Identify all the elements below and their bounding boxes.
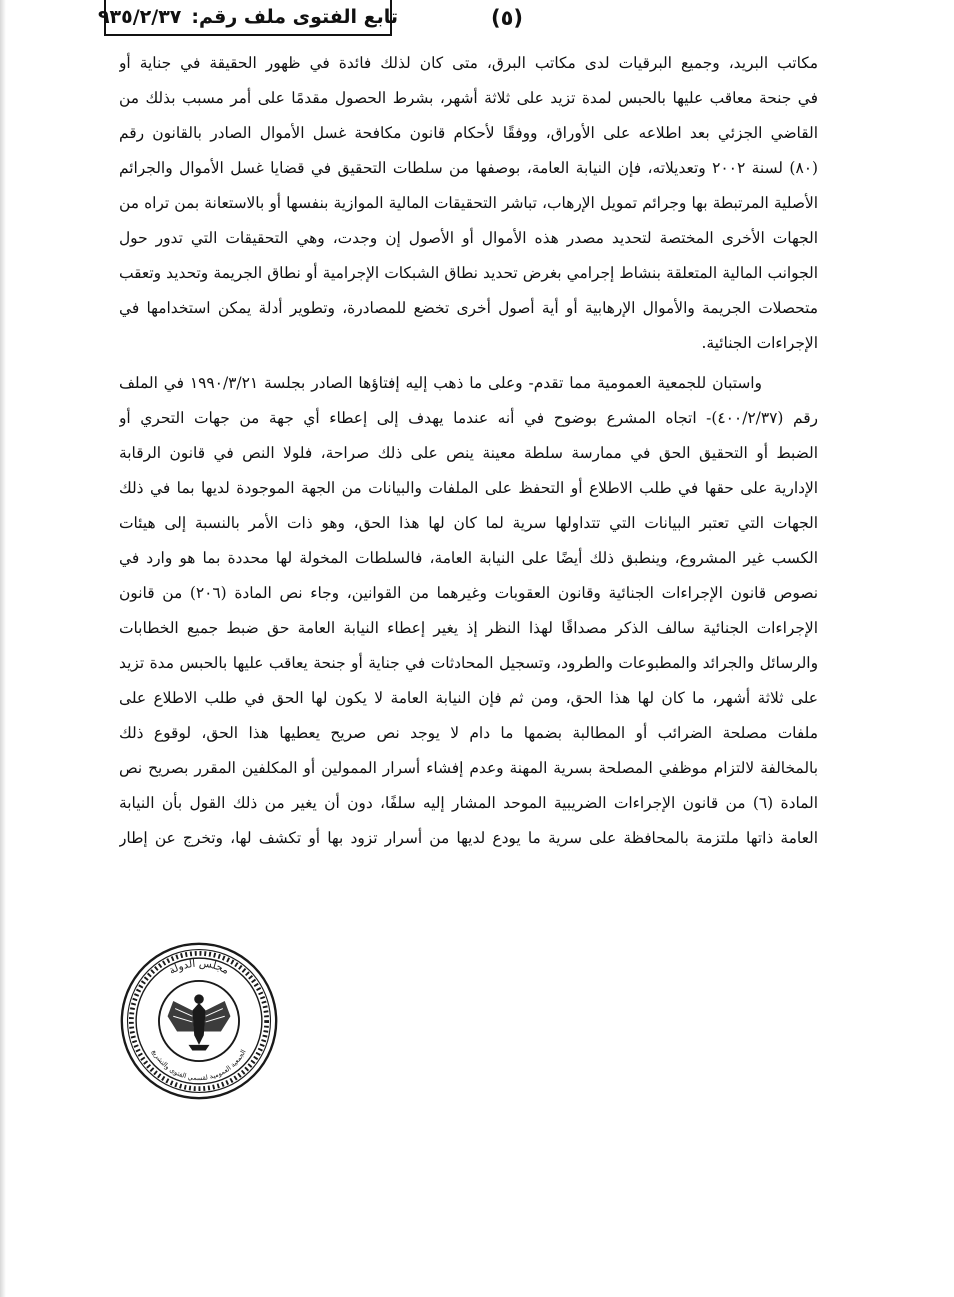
text-line: بالمخالفة لالتزام موظفي المصلحة بسرية المهنة وعدم إفشاء أسرار الممولين أو المكلفين المقرر بصريح نص bbox=[119, 759, 818, 777]
seal-text-bottom: الجمعية العمومية لقسمي الفتوى والتشريع bbox=[150, 1048, 248, 1083]
text-line: على ثلاثة أشهر، ما كان لها هذا الحق، ومن ثم فإن النيابة العامة لا يكون لها الحق في طلب الاطلاع على bbox=[119, 689, 818, 707]
text-line: الإجراءات الجنائية. bbox=[701, 334, 818, 352]
paragraph-2 bbox=[119, 366, 818, 856]
text-line: العامة ذاتها ملتزمة بالمحافظة على سرية ما يودع لديها من أسرار تزود بها أو تكشف لها، وتخرج عن إطار bbox=[119, 829, 818, 847]
text-line: المادة (٦) من قانون الإجراءات الضريبية الموحد المشار إليه سلفًا، دون أن يغير من ذلك القول بأن النيابة bbox=[119, 794, 818, 812]
seal-text-top: مجلس الدولة bbox=[167, 957, 231, 977]
page-number: (٥) bbox=[490, 6, 524, 30]
eagle-emblem-icon bbox=[168, 994, 231, 1050]
document-body bbox=[119, 46, 818, 856]
text-line: الضبط أو التحقيق الحق في ممارسة سلطة معينة ينص على ذلك صراحة، فلولا النص في قانون الرقابة bbox=[119, 444, 818, 462]
text-line: متحصلات الجريمة والأموال الإرهابية أو أية أصول أخرى تخضع للمصادرة، وتطوير أدلة يمكن استخدامها في bbox=[119, 299, 818, 317]
paragraph-1 bbox=[119, 46, 818, 361]
file-number-box bbox=[97, 0, 399, 36]
text-line: الإجراءات الجنائية سالف الذكر مصداقًا لهذا النظر إذ يغير إعطاء النيابة العامة حق ضبط جميع الخطابات bbox=[119, 619, 818, 637]
file-number: ٩٣٥/٢/٣٧ bbox=[97, 6, 182, 28]
state-council-seal bbox=[118, 940, 280, 1102]
svg-text:مجلس الدولة bbox=[167, 957, 231, 977]
text-line: والرسائل والجرائد والمطبوعات والطرود، وتسجيل المحادثات في جناية أو جنحة يعاقب عليها بالحبس مدة تزيد bbox=[119, 654, 818, 672]
text-line: واستبان للجمعية العمومية مما تقدم- وعلى ما ذهب إليه إفتاؤها الصادر بجلسة ١٩٩٠/٣/٢١ في الملف bbox=[119, 374, 762, 392]
text-line: الجوانب المالية المتعلقة بنشاط إجرامي بغرض تحديد نطاق الشبكات الإجرامية أو نطاق الجريمة وتحديد وتعقب bbox=[119, 264, 818, 282]
text-line: مكاتب البريد، وجميع البرقيات لدى مكاتب البرق، متى كان لذلك فائدة في ظهور الحقيقة في جناية أو bbox=[119, 54, 818, 72]
text-line: الإدارية على حقها في طلب الاطلاع أو التحفظ على الملفات والبيانات من الجهة الموجودة لديها بما في ذلك bbox=[119, 479, 818, 497]
text-line: نصوص قانون الإجراءات الجنائية وقانون العقوبات وغيرهما من القوانين، وجاء نص المادة (٢٠٦) من قانون bbox=[119, 584, 818, 602]
text-line: رقم (٤٠٠/٢/٣٧)- اتجاه المشرع بوضوح في أنه عندما يهدف إلى إعطاء أي جهة من جهات التحري أو bbox=[119, 409, 818, 427]
text-line: الجهات الأخرى المختصة لتحديد مصدر هذه الأموال أو الأصول إن وجدت، وهي التحقيقات التي تدور حول bbox=[119, 229, 818, 247]
text-line: الجهات التي تعتبر البيانات التي تتداولها سرية لما كان لها هذا الحق، وهو ذات الأمر بالنسبة إلى هيئات bbox=[119, 514, 818, 532]
text-line: القاضي الجزئي بعد اطلاعه على الأوراق، ووفقًا لأحكام قانون مكافحة غسل الأموال الصادر بالقانون رقم bbox=[119, 124, 818, 142]
scan-edge bbox=[0, 0, 6, 1297]
text-line: ملفات مصلحة الضرائب أو المطالبة بضمها ما دام لا يوجد نص صريح يعطيها هذا الحق، لوقوع ذلك bbox=[119, 724, 818, 742]
text-line: (٨٠) لسنة ٢٠٠٢ وتعديلاته، فإن النيابة العامة، بوصفها من سلطات التحقيق في قضايا غسل الأموال والجرائم bbox=[119, 159, 818, 177]
text-line: الأصلية المرتبطة بها وجرائم تمويل الإرهاب، تباشر التحقيقات المالية الموازية بنفسها أو بالاستعانة بمن تراه من bbox=[119, 194, 818, 212]
file-label: تابع الفتوى ملف رقم: bbox=[191, 6, 399, 28]
text-line: الكسب غير المشروع، وينطبق ذلك أيضًا على النيابة العامة، فالسلطات المخولة لها محددة بما هو وارد في bbox=[119, 549, 818, 567]
text-line: في جنحة معاقب عليها بالحبس لمدة تزيد على ثلاثة أشهر، بشرط الحصول مقدمًا على أمر مسبب بذلك من bbox=[119, 89, 818, 107]
